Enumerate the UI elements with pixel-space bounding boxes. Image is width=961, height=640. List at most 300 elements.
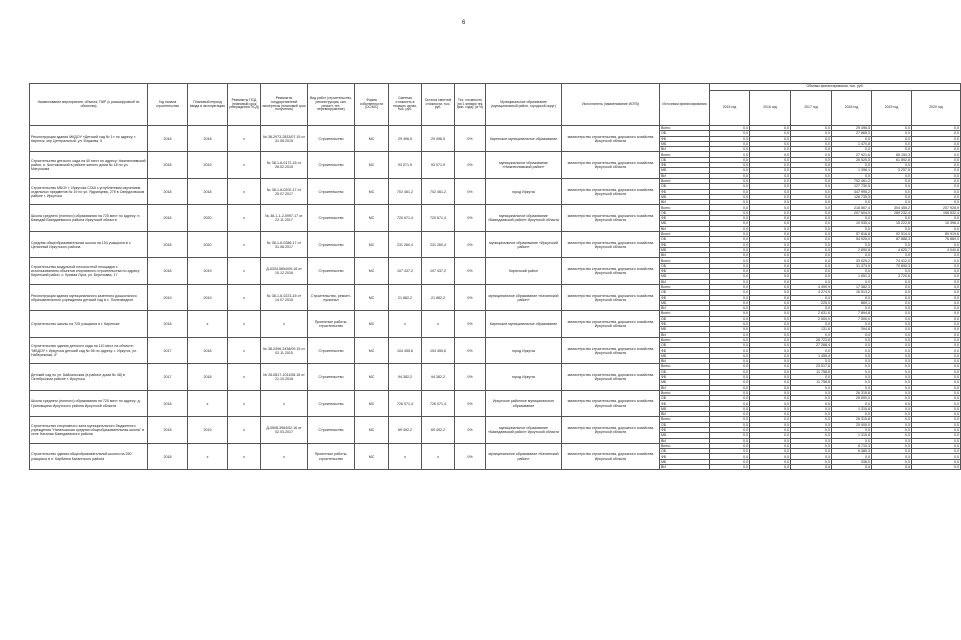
funding-amount: 0,0 xyxy=(710,226,750,231)
funding-amount: 0,0 xyxy=(832,348,872,353)
funding-amount: 0,0 xyxy=(791,200,832,205)
funding-amount: 394,8 xyxy=(832,327,872,332)
work-type: Проектные работы, строительство xyxy=(308,311,355,337)
funding-amount: 0,0 xyxy=(791,374,832,379)
funding-amount: 0,0 xyxy=(791,396,832,401)
funding-amount: 0,0 xyxy=(791,247,832,252)
funding-amount: 0,0 xyxy=(791,253,832,258)
header-start: Год начала строительства xyxy=(148,84,188,126)
header-psd: Реквизиты ПСД (плановый срок утверждения ПСД) xyxy=(228,84,261,126)
header-executor: Исполнитель (наименование ИОГВ) xyxy=(562,84,660,126)
funding-amount: 0,0 xyxy=(710,321,750,326)
table-body xyxy=(30,126,961,470)
funding-amount: 0,0 xyxy=(912,327,961,332)
funding-amount: 0,0 xyxy=(710,141,750,146)
funding-source-label: ОБ xyxy=(660,422,710,427)
funding-amount: 0,0 xyxy=(750,126,791,131)
funding-amount: 0,0 xyxy=(710,157,750,162)
construction-program-table xyxy=(29,83,961,470)
start-year: 2016 xyxy=(148,205,188,231)
funding-amount: 0,0 xyxy=(872,284,912,289)
municipality: муниципальное образование «Катангский район» xyxy=(486,284,562,310)
funding-amount: 0,0 xyxy=(710,327,750,332)
start-year: 2018 xyxy=(148,231,188,257)
funding-amount: 0,0 xyxy=(750,316,791,321)
estimated-cost: 104 455,6 xyxy=(389,337,422,363)
psd-details: х xyxy=(228,205,261,231)
funding-amount: 0,0 xyxy=(791,427,832,432)
funding-amount: 80 919,6 xyxy=(912,231,961,236)
funding-amount: 0,0 xyxy=(872,136,912,141)
funding-amount: 4 625,7 xyxy=(872,247,912,252)
funding-amount: 0,0 xyxy=(912,385,961,390)
remaining-cost: 69 492,2 xyxy=(422,417,455,443)
funding-amount: 0,0 xyxy=(750,417,791,422)
finish-year: 2018 xyxy=(188,364,228,390)
funding-amount: 4 274,9 xyxy=(791,290,832,295)
funding-amount: 0,0 xyxy=(710,438,750,443)
funding-amount: 0,0 xyxy=(912,417,961,422)
funding-amount: 0,0 xyxy=(912,465,961,470)
finish-year: 2019 xyxy=(188,284,228,310)
funding-source-label: ОБ xyxy=(660,263,710,268)
project-name: Реконструкция здания МКДОУ «Детский сад № 1» по адресу: г. Киренск, м/р Центральный, ул. Маркова, 5 xyxy=(30,126,148,152)
funding-amount: 0,0 xyxy=(832,438,872,443)
funding-amount: 0,0 xyxy=(832,147,872,152)
header-expertise: Реквизиты государственной экспертизы (плановый срок получения) xyxy=(261,84,308,126)
funding-amount: 0,0 xyxy=(791,454,832,459)
header-year: 2015 год xyxy=(710,91,750,126)
funding-amount: 0,0 xyxy=(872,348,912,353)
funding-amount: 0,0 xyxy=(710,374,750,379)
funding-amount: 7 500,0 xyxy=(832,316,872,321)
funding-source-label: ВИ xyxy=(660,173,710,178)
remaining-cost: 231 260,4 xyxy=(422,231,455,257)
project-name: Средняя общеобразовательная школа на 154 учащихся в с. Целинный Иркутского района xyxy=(30,231,148,257)
project-name: Строительство здания общеобразовательной школы на 250 учащихся в п. Карбинка Катангского района xyxy=(30,443,148,469)
funding-amount: 0,0 xyxy=(832,374,872,379)
municipality: муниципальное образование «Баяндаевский район» Иркутской области xyxy=(486,417,562,443)
project-name: Строительство модульной плоскостной площадки с использованием объектов спортивного строительства по адресу: Киренский район, с. Кривая Лука, ул. Березовая, 17 xyxy=(30,258,148,284)
funding-amount: 0,0 xyxy=(872,465,912,470)
funding-amount: 10 396,4 xyxy=(912,221,961,226)
ownership-form: МС xyxy=(355,231,389,257)
funding-amount: 0,0 xyxy=(912,380,961,385)
funding-amount: 0,0 xyxy=(912,290,961,295)
psd-details: х xyxy=(228,126,261,152)
funding-amount: 0,0 xyxy=(750,284,791,289)
funding-amount: 70 690,3 xyxy=(872,263,912,268)
funding-amount: 0,0 xyxy=(750,136,791,141)
funding-amount: 0,0 xyxy=(832,216,872,221)
funding-amount: 29 496,5 xyxy=(832,126,872,131)
funding-amount: 0,0 xyxy=(872,417,912,422)
funding-amount: 0,0 xyxy=(791,263,832,268)
funding-amount: 0,0 xyxy=(832,163,872,168)
remaining-cost: 720 671,4 xyxy=(422,205,455,231)
funding-source-label: ОБ xyxy=(660,237,710,242)
start-year: 2018 xyxy=(148,417,188,443)
funding-amount: 25 000,0 xyxy=(832,396,872,401)
funding-source-label: ВИ xyxy=(660,306,710,311)
funding-amount: 0,0 xyxy=(832,465,872,470)
funding-amount: 0,0 xyxy=(750,332,791,337)
funding-amount: 0,0 xyxy=(872,401,912,406)
funding-amount: 0,0 xyxy=(710,385,750,390)
funding-amount: 0,0 xyxy=(750,279,791,284)
executor: министерство строительства, дорожного хозяйства Иркутской области xyxy=(562,178,660,204)
funding-amount: 0,0 xyxy=(791,412,832,417)
funding-amount: 0,0 xyxy=(791,131,832,136)
ownership-form: МС xyxy=(355,205,389,231)
funding-amount: 0,0 xyxy=(710,337,750,342)
funding-amount: 27 865,3 xyxy=(832,131,872,136)
funding-amount: 0,0 xyxy=(750,465,791,470)
funding-amount: 0,0 xyxy=(750,348,791,353)
funding-amount: 0,0 xyxy=(872,216,912,221)
funding-amount: 0,0 xyxy=(710,194,750,199)
finish-year: х xyxy=(188,311,228,337)
funding-amount: 0,0 xyxy=(872,279,912,284)
funding-amount: 0,0 xyxy=(832,337,872,342)
funding-amount: 0,0 xyxy=(750,353,791,358)
municipality: Киренское муниципальное образование xyxy=(486,126,562,152)
expertise-details: № 38-2973-2833/07.15 от 31.08.2015 xyxy=(261,126,308,152)
funding-source-label: ОБ xyxy=(660,449,710,454)
funding-amount: 0,0 xyxy=(750,306,791,311)
funding-source-label: ОБ xyxy=(660,131,710,136)
municipality: Киренский район xyxy=(486,258,562,284)
funding-amount: 0,0 xyxy=(750,237,791,242)
funding-amount: 0,0 xyxy=(872,141,912,146)
funding-amount: 0,0 xyxy=(710,359,750,364)
funding-amount: 0,0 xyxy=(912,200,961,205)
ownership-form: МС xyxy=(355,258,389,284)
funding-amount: 0,0 xyxy=(710,253,750,258)
ownership-form: МС xyxy=(355,178,389,204)
funding-amount: 0,0 xyxy=(832,454,872,459)
funding-amount: 0,0 xyxy=(750,163,791,168)
funding-amount: 0,0 xyxy=(832,226,872,231)
funding-source-label: МБ xyxy=(660,353,710,358)
funding-amount: 0,0 xyxy=(750,173,791,178)
funding-amount: 4 040,8 xyxy=(912,247,961,252)
start-year: 2017 xyxy=(148,337,188,363)
executor: министерство строительства, дорожного хозяйства Иркутской области xyxy=(562,258,660,284)
funding-amount: 0,0 xyxy=(912,406,961,411)
funding-amount: 0,0 xyxy=(872,295,912,300)
funding-amount: 0,0 xyxy=(750,157,791,162)
funding-source-label: ВИ xyxy=(660,253,710,258)
readiness-percent: 0% xyxy=(455,284,486,310)
funding-amount: 0,0 xyxy=(791,173,832,178)
start-year: 2017 xyxy=(148,364,188,390)
header-year: 2018 год xyxy=(832,91,872,126)
psd-details: х xyxy=(228,258,261,284)
funding-amount: 0,0 xyxy=(872,359,912,364)
funding-amount: 0,0 xyxy=(791,126,832,131)
remaining-cost: х xyxy=(422,443,455,469)
work-type: Строительство xyxy=(308,337,355,363)
funding-amount: 0,0 xyxy=(791,359,832,364)
funding-amount: 0,0 xyxy=(750,364,791,369)
header-year: 2019 год xyxy=(872,91,912,126)
funding-amount: 0,0 xyxy=(710,163,750,168)
estimated-cost: 231 260,4 xyxy=(389,231,422,257)
remaining-cost: х xyxy=(422,311,455,337)
funding-amount: 0,0 xyxy=(872,290,912,295)
funding-amount: 0,0 xyxy=(750,290,791,295)
funding-amount: 0,0 xyxy=(832,427,872,432)
funding-source-label: ФБ xyxy=(660,348,710,353)
finish-year: 2018 xyxy=(188,178,228,204)
funding-amount: 26 315,8 xyxy=(832,390,872,395)
funding-amount: 0,0 xyxy=(832,173,872,178)
funding-source-label: Всего xyxy=(660,284,710,289)
funding-amount: 26 525,5 xyxy=(832,157,872,162)
funding-source-label: ВИ xyxy=(660,279,710,284)
expertise-details: № 26-0817-1011/08.16 от 21.10.2016 xyxy=(261,364,308,390)
funding-amount: 0,0 xyxy=(912,438,961,443)
funding-amount: 0,0 xyxy=(872,163,912,168)
funding-amount: 26 315,8 xyxy=(832,417,872,422)
executor: министерство строительства, дорожного хозяйства Иркутской области xyxy=(562,231,660,257)
funding-amount: 0,0 xyxy=(710,422,750,427)
funding-amount: 0,0 xyxy=(791,237,832,242)
funding-amount: 0,0 xyxy=(872,306,912,311)
ownership-form: МС xyxy=(355,284,389,310)
expertise-details: № 38-1-6-0286-17 от 31.08.2017 xyxy=(261,231,308,257)
work-type: Строительство, ремонт-пусконал xyxy=(308,284,355,310)
funding-amount: 0,0 xyxy=(832,401,872,406)
psd-details: х xyxy=(228,311,261,337)
funding-amount: 0,0 xyxy=(710,364,750,369)
funding-amount: 0,0 xyxy=(710,231,750,236)
funding-source-label: ОБ xyxy=(660,290,710,295)
funding-amount: 0,0 xyxy=(750,343,791,348)
funding-amount: 3 257,5 xyxy=(872,168,912,173)
funding-amount: 0,0 xyxy=(710,295,750,300)
funding-amount: 0,0 xyxy=(710,284,750,289)
funding-source-label: ФБ xyxy=(660,401,710,406)
funding-source-label: ФБ xyxy=(660,216,710,221)
funding-amount: 0,0 xyxy=(912,454,961,459)
funding-source-label: ОБ xyxy=(660,210,710,215)
funding-amount: 0,0 xyxy=(912,401,961,406)
funding-amount: 6 385,3 xyxy=(832,449,872,454)
funding-amount: 1 396,1 xyxy=(832,168,872,173)
municipality: город Иркутск xyxy=(486,178,562,204)
funding-source-label: МБ xyxy=(660,141,710,146)
psd-details: х xyxy=(228,443,261,469)
funding-amount: 0,0 xyxy=(872,173,912,178)
project-name: Строительство школы на 725 учащихся в г. Киренске xyxy=(30,311,148,337)
readiness-percent: 0% xyxy=(455,126,486,152)
ownership-form: МС xyxy=(355,311,389,337)
funding-amount: 0,0 xyxy=(750,443,791,448)
funding-amount: 0,0 xyxy=(791,348,832,353)
remaining-cost: 107 437,2 xyxy=(422,258,455,284)
expertise-details: № 38-1-6-0223-15 от 14.07.2015 xyxy=(261,284,308,310)
funding-amount: 0,0 xyxy=(750,459,791,464)
funding-amount: 0,0 xyxy=(872,343,912,348)
funding-amount: 0,0 xyxy=(832,295,872,300)
funding-amount: 0,0 xyxy=(832,369,872,374)
funding-amount: 0,0 xyxy=(912,157,961,162)
funding-amount: 0,0 xyxy=(791,433,832,438)
funding-amount: 0,0 xyxy=(791,321,832,326)
funding-amount: 0,0 xyxy=(912,226,961,231)
funding-amount: 0,0 xyxy=(912,300,961,305)
executor: министерство строительства, дорожного хозяйства Иркутской области xyxy=(562,417,660,443)
municipality: муниципальное образование «Баяндаевский район» Иркутской области xyxy=(486,205,562,231)
funding-amount: 0,0 xyxy=(710,242,750,247)
funding-amount: 17 382,3 xyxy=(832,284,872,289)
expertise-details: Д-0334-5654/09-16 от 10.12.2016 xyxy=(261,258,308,284)
work-type: Строительство xyxy=(308,152,355,178)
funding-amount: 1 651,3 xyxy=(832,274,872,279)
header-cost: Сметная стоимость в текущих ценах, тыс. руб. xyxy=(389,84,422,126)
funding-amount: 25 000,0 xyxy=(832,422,872,427)
funding-amount: 7 894,8 xyxy=(832,311,872,316)
remaining-cost: 702 461,2 xyxy=(422,178,455,204)
funding-amount: 0,0 xyxy=(832,306,872,311)
finish-year: 2019 xyxy=(188,417,228,443)
executor: министерство строительства, дорожного хозяйства Иркутской области xyxy=(562,152,660,178)
finish-year: х xyxy=(188,390,228,416)
work-type: Строительство xyxy=(308,126,355,152)
project-name: Строительство спортивного зала муниципального бюджетного учреждения "Нагалыкская средняя общеобразовательная школа" в селе Нагалык Баяндаевского района xyxy=(30,417,148,443)
funding-amount: 0,0 xyxy=(791,459,832,464)
funding-amount: 0,0 xyxy=(791,231,832,236)
funding-amount: 0,0 xyxy=(832,412,872,417)
expertise-details: № 38-1-6-0172-15 от 28.02.2015 xyxy=(261,152,308,178)
funding-amount: 0,0 xyxy=(710,178,750,183)
funding-amount: 0,0 xyxy=(750,401,791,406)
funding-amount: 61 892,8 xyxy=(872,157,912,162)
funding-amount: 0,0 xyxy=(750,390,791,395)
funding-amount: 0,0 xyxy=(710,406,750,411)
funding-amount: 0,0 xyxy=(872,412,912,417)
funding-amount: 0,0 xyxy=(912,369,961,374)
funding-amount: 0,0 xyxy=(791,221,832,226)
funding-source-label: ФБ xyxy=(660,454,710,459)
start-year: 2018 xyxy=(148,443,188,469)
funding-source-label: МБ xyxy=(660,300,710,305)
municipality: Иркутское районное муниципальное образование xyxy=(486,390,562,416)
funding-amount: 218 567,4 xyxy=(832,205,872,210)
funding-amount: 0,0 xyxy=(791,406,832,411)
funding-source-label: МБ xyxy=(660,327,710,332)
ownership-form: МС xyxy=(355,390,389,416)
funding-amount: 3 720,6 xyxy=(872,274,912,279)
funding-amount: 0,0 xyxy=(912,449,961,454)
funding-amount: 0,0 xyxy=(750,247,791,252)
expertise-details: № 38-2496-2436/09.15 от 02.11.2015 xyxy=(261,337,308,363)
funding-amount: 0,0 xyxy=(872,242,912,247)
funding-amount: 0,0 xyxy=(791,422,832,427)
funding-amount: 0,0 xyxy=(832,200,872,205)
funding-source-label: ОБ xyxy=(660,184,710,189)
expertise-details: х xyxy=(261,311,308,337)
funding-amount: 0,0 xyxy=(710,210,750,215)
funding-source-label: ВИ xyxy=(660,359,710,364)
funding-amount: 0,0 xyxy=(872,438,912,443)
start-year: 2018 xyxy=(148,258,188,284)
funding-amount: 0,0 xyxy=(791,242,832,247)
funding-amount: 869,1 xyxy=(832,300,872,305)
funding-amount: 0,0 xyxy=(872,300,912,305)
psd-details: х xyxy=(228,152,261,178)
funding-amount: 0,0 xyxy=(710,454,750,459)
finish-year: 2019 xyxy=(188,258,228,284)
readiness-percent: 0% xyxy=(455,417,486,443)
municipality: муниципальное образование «Нижнеилимский район» xyxy=(486,152,562,178)
funding-amount: 0,0 xyxy=(710,449,750,454)
funding-source-label: Всего xyxy=(660,258,710,263)
psd-details: х xyxy=(228,231,261,257)
funding-amount: 0,0 xyxy=(832,359,872,364)
funding-amount: 0,0 xyxy=(872,327,912,332)
funding-amount: 0,0 xyxy=(912,390,961,395)
funding-amount: 336,0 xyxy=(832,459,872,464)
funding-amount: 0,0 xyxy=(832,253,872,258)
funding-amount: 0,0 xyxy=(872,396,912,401)
expertise-details: Д-0508-3964/02.16 от 02.03.2017 xyxy=(261,417,308,443)
funding-source-label: Всего xyxy=(660,231,710,236)
funding-amount: 0,0 xyxy=(872,390,912,395)
funding-amount: 0,0 xyxy=(912,306,961,311)
funding-amount: 0,0 xyxy=(912,263,961,268)
funding-amount: 57 816,8 xyxy=(832,231,872,236)
funding-amount: 0,0 xyxy=(710,200,750,205)
table-row xyxy=(30,337,961,342)
funding-amount: 0,0 xyxy=(912,141,961,146)
psd-details: х xyxy=(228,337,261,363)
finish-year: 2019 xyxy=(188,152,228,178)
funding-amount: 0,0 xyxy=(912,279,961,284)
expertise-details: № 38-1-1-2-0997-17 от 22.11.2017 xyxy=(261,205,308,231)
funding-amount: 0,0 xyxy=(750,216,791,221)
municipality: Киренское муниципальное образование xyxy=(486,311,562,337)
readiness-percent: 0% xyxy=(455,364,486,390)
funding-amount: 0,0 xyxy=(872,147,912,152)
header-year: 2020 год xyxy=(912,91,961,126)
funding-amount: 0,0 xyxy=(912,284,961,289)
remaining-cost: 726 071,4 xyxy=(422,390,455,416)
funding-amount: 225,0 xyxy=(791,300,832,305)
funding-amount: 702 461,2 xyxy=(832,178,872,183)
header-municipality: Муниципальное образование (муниципальный район, городской округ) xyxy=(486,84,562,126)
funding-amount: 0,0 xyxy=(832,279,872,284)
psd-details: х xyxy=(228,390,261,416)
remaining-cost: 21 882,2 xyxy=(422,284,455,310)
funding-amount: 0,0 xyxy=(791,417,832,422)
ownership-form: МС xyxy=(355,152,389,178)
readiness-percent: 0% xyxy=(455,152,486,178)
funding-source-label: МБ xyxy=(660,168,710,173)
funding-amount: 2 631,6 xyxy=(791,311,832,316)
funding-amount: 0,0 xyxy=(832,343,872,348)
funding-amount: 0,0 xyxy=(791,189,832,194)
project-name: Школа среднего (полного) образования на 725 мест по адресу: д. Грановщина Иркутского района Иркутской области xyxy=(30,390,148,416)
start-year: 2016 xyxy=(148,126,188,152)
municipality: город Иркутск xyxy=(486,364,562,390)
executor: министерство строительства, дорожного хозяйства Иркутской области xyxy=(562,390,660,416)
funding-source-label: ФБ xyxy=(660,242,710,247)
funding-amount: 0,0 xyxy=(872,443,912,448)
funding-source-label: МБ xyxy=(660,380,710,385)
